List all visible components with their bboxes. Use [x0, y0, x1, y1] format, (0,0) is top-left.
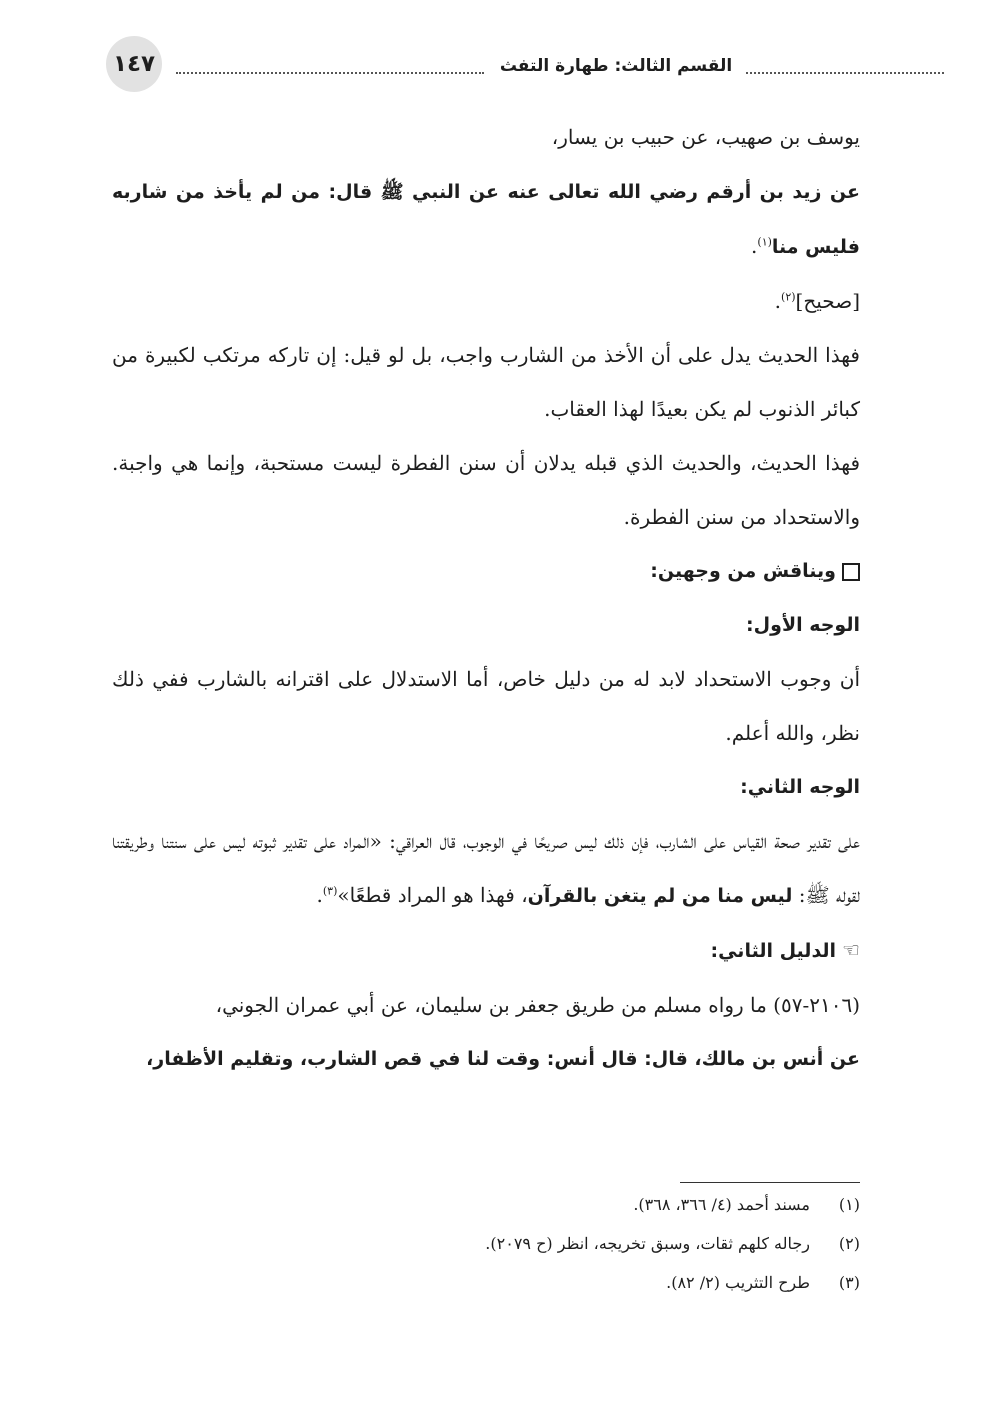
footnote-ref: (٢): [781, 290, 796, 304]
footnote-text: طرح التثريب (٢/ ٨٢).: [666, 1273, 810, 1292]
paragraph: (٢١٠٦-٥٧) ما رواه مسلم من طريق جعفر بن سليمان، عن أبي عمران الجوني،: [215, 993, 860, 1017]
footnote-text: رجاله كلهم ثقات، وسبق تخريجه، انظر (ح ٢٠٧٩).: [485, 1234, 810, 1253]
footnote-ref: (٣): [322, 884, 338, 898]
punctuation: .: [774, 289, 782, 313]
footnote-rule: [680, 1182, 860, 1183]
heading-text: ويناقش من وجهين:: [650, 560, 836, 582]
footnote-number: (٢): [838, 1234, 860, 1253]
page-body: [112, 110, 860, 1086]
paragraph: فهذا الحديث، والحديث الذي قبله يدلان أن سنن الفطرة ليست مستحبة، وإنما هي واجبة. والاستحداد من سنن الفطرة.: [112, 451, 861, 529]
section-heading: الوجه الأول:: [746, 614, 860, 636]
hadith-paragraph: [112, 164, 860, 274]
footnote-number: (١): [838, 1195, 860, 1214]
hadith-text: ليس منا من لم يتغن بالقرآن: [527, 885, 793, 907]
paragraph-text: ، فهذا هو المراد قطعًا»: [337, 883, 528, 907]
hadith-text: عن زيد بن أرقم رضي الله تعالى عنه عن النبي ﷺ قال: من لم يأخذ من شاربه فليس منا: [112, 181, 860, 258]
discussion-heading: [112, 544, 860, 598]
footnote: [112, 1187, 860, 1222]
page-header: [106, 36, 846, 100]
quote-paragraph: [112, 814, 860, 923]
paragraph: يوسف بن صهيب، عن حبيب بن يسار،: [551, 125, 860, 149]
footnote: [112, 1265, 860, 1300]
evidence-heading: [112, 923, 860, 978]
heading-text: الدليل الثاني:: [710, 940, 837, 962]
footnote-text: مسند أحمد (٤/ ٣٦٦، ٣٦٨).: [633, 1195, 810, 1214]
section-heading: الوجه الثاني:: [740, 776, 860, 798]
header-dotted-rule: [746, 72, 944, 74]
running-title: القسم الثالث: طهارة التفث: [499, 56, 733, 76]
paragraph-text: على تقدير صحة القياس على الشارب، فإن ذلك ليس صريحًا في الوجوب، قال العراقي: «المراد على تقدير ثبوته ليس على سنتنا وطريقتنا لقوله ﷺ:: [112, 829, 860, 907]
punctuation: .: [751, 234, 758, 258]
header-dotted-rule: [176, 72, 484, 74]
paragraph: أن وجوب الاستحداد لابد له من دليل خاص، أما الاستدلال على اقترانه بالشارب ففي ذلك نظر، والله أعلم.: [112, 667, 860, 745]
footnotes: [112, 1182, 860, 1300]
hadith-paragraph: عن أنس بن مالك، قال: قال أنس: وقت لنا في قص الشارب، وتقليم الأظفار،: [146, 1048, 860, 1070]
footnote-ref: (١): [757, 235, 772, 249]
footnote-number: (٣): [838, 1273, 860, 1292]
paragraph: فهذا الحديث يدل على أن الأخذ من الشارب واجب، بل لو قيل: إن تاركه مرتكب لكبيرة من كبائر الذنوب لم يكن بعيدًا لهذا العقاب.: [112, 343, 860, 421]
checkbox-icon: [842, 563, 860, 581]
page-number: ١٤٧: [106, 36, 162, 92]
punctuation: .: [316, 883, 323, 907]
grading-paragraph: [112, 274, 860, 328]
grading-text: [صحيح]: [795, 289, 860, 313]
pointing-hand-icon: ☜: [842, 938, 860, 962]
footnote: [112, 1226, 860, 1261]
